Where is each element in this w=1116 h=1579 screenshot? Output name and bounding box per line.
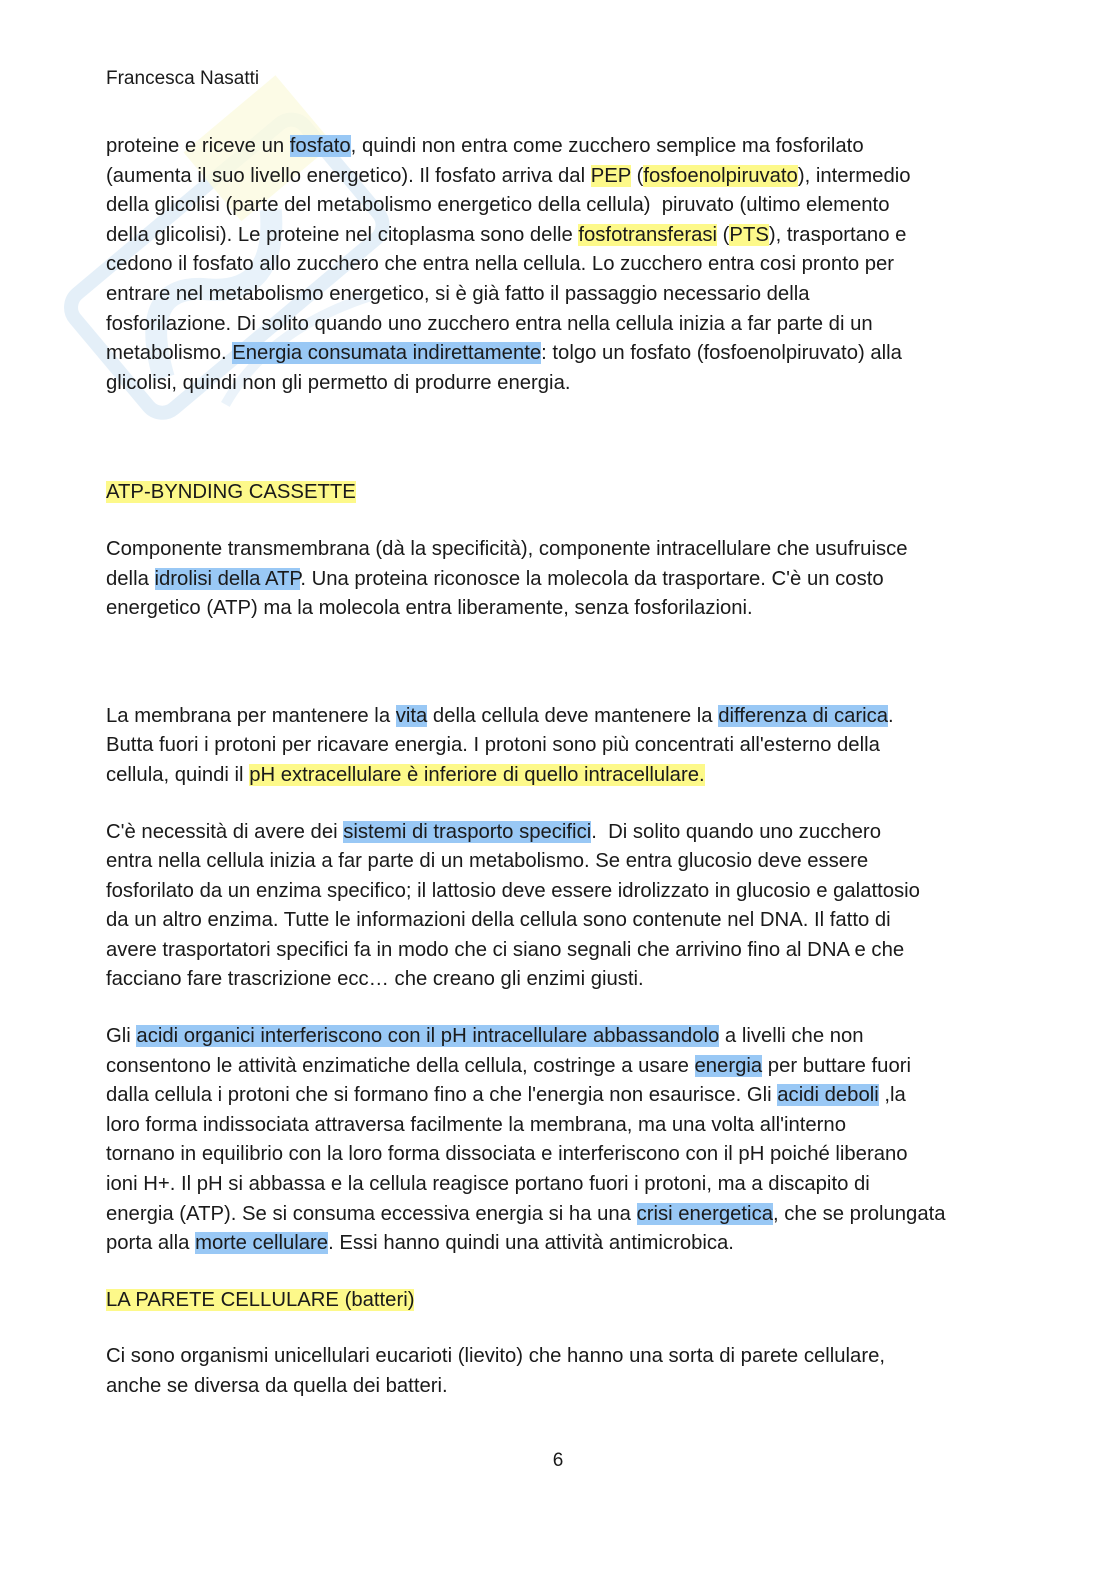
text-run: energetico (ATP) ma la molecola entra liberamente, senza fosforilazioni.	[106, 597, 753, 620]
text-run: anche se diversa da quella dei batteri.	[106, 1375, 448, 1397]
text-run: La membrana per mantenere la	[106, 704, 396, 727]
text-run: (aumenta il suo livello energetico). Il fosfato arriva dal	[106, 164, 591, 187]
text-line	[106, 731, 1006, 761]
text-run: porta alla	[106, 1232, 196, 1255]
text-run: tornano in equilibrio con la loro forma dissociata e interferiscono con il pH poiché liberano	[106, 1143, 908, 1166]
text-line	[106, 339, 1006, 369]
highlight-yellow: fosfoenolpiruvato	[643, 164, 798, 187]
highlight-blue: Energia consumata indirettamente	[232, 342, 542, 365]
text-line	[106, 535, 1006, 565]
paragraph-eukaryotes	[106, 1342, 1006, 1401]
text-run: dalla cellula i protoni che si formano fino a che l'energia non esaurisce. Gli	[106, 1084, 778, 1107]
text-line	[106, 761, 1006, 791]
text-run: ,la	[878, 1084, 906, 1107]
page-number: 6	[552, 1450, 564, 1471]
text-line	[106, 906, 1006, 936]
document-body	[106, 132, 1006, 1402]
highlight-blue: vita	[395, 704, 428, 727]
paragraph-abc-transport	[106, 535, 1006, 624]
text-run: , quindi non entra come zucchero semplice ma fosforilato	[350, 135, 864, 157]
text-line	[106, 1229, 1006, 1259]
section-heading-cell-wall	[106, 1286, 1006, 1316]
highlight-blue: acidi deboli	[777, 1084, 879, 1107]
text-run: Butta fuori i protoni per ricavare energia. I protoni sono più concentrati all'esterno della	[106, 734, 880, 757]
text-run: della glicolisi (parte del metabolismo energetico della cellula) piruvato (ultimo elemento	[106, 194, 890, 217]
text-run: (	[630, 164, 644, 187]
text-line	[106, 162, 1006, 192]
text-run: ), intermedio	[797, 164, 911, 187]
text-run: . Una proteina riconosce la molecola da trasportare. C'è un costo	[300, 567, 884, 590]
text-line	[106, 1081, 1006, 1111]
text-line	[106, 847, 1006, 877]
highlight-yellow: pH extracellulare è inferiore di quello intracellulare.	[249, 763, 705, 786]
highlight-yellow: PEP	[590, 164, 631, 187]
text-run: energia (ATP). Se si consuma eccessiva energia si ha una	[106, 1202, 637, 1225]
highlight-yellow: PTS	[729, 223, 769, 246]
text-line	[106, 132, 1006, 162]
text-run: cellula, quindi il	[106, 763, 250, 786]
text-line	[106, 965, 1006, 995]
text-run: entrare nel metabolismo energetico, si è già fatto il passaggio necessario della	[106, 282, 810, 305]
text-run: . Di solito quando uno zucchero	[591, 820, 881, 843]
text-run: della cellula deve mantenere la	[427, 704, 719, 727]
text-line	[106, 221, 1006, 251]
section-heading-atp-binding-cassette	[106, 478, 1006, 508]
text-run: della	[106, 567, 155, 590]
text-line	[106, 818, 1006, 848]
text-run: entra nella cellula inizia a far parte di un metabolismo. Se entra glucosio deve essere	[106, 850, 869, 873]
text-line	[106, 310, 1006, 340]
highlight-blue: acidi organici interferiscono con il pH intracellulare abbassandolo	[136, 1025, 720, 1048]
highlight-yellow: fosfotransferasi	[578, 223, 718, 246]
text-run: per buttare fuori	[762, 1054, 911, 1077]
text-run: cedono il fosfato allo zucchero che entra nella cellula. Lo zucchero entra cosi pronto per	[106, 253, 895, 276]
paragraph-pts	[106, 132, 1006, 398]
text-line	[106, 1111, 1006, 1141]
paragraph-organic-acids	[106, 1022, 1006, 1259]
text-run: proteine e riceve un	[106, 135, 290, 157]
text-run: consentono le attività enzimatiche della cellula, costringe a usare	[106, 1054, 695, 1077]
text-run: (	[717, 223, 730, 246]
text-run: ), trasportano e	[768, 223, 907, 246]
text-run: Gli	[106, 1025, 137, 1048]
text-run: .	[888, 704, 894, 727]
text-run: . Essi hanno quindi una attività antimicrobica.	[328, 1232, 734, 1255]
text-run: della glicolisi). Le proteine nel citoplasma sono delle	[106, 223, 579, 246]
highlight-blue: idrolisi della ATP	[154, 567, 301, 590]
text-line	[106, 877, 1006, 907]
highlight-blue: sistemi di trasporto specifici	[343, 820, 592, 843]
text-run: Componente transmembrana (dà la specificità), componente intracellulare che usufruisce	[106, 537, 908, 560]
text-run: glicolisi, quindi non gli permetto di produrre energia.	[106, 371, 571, 394]
text-line	[106, 1200, 1006, 1230]
paragraph-transport-systems	[106, 818, 1006, 996]
highlight-blue: morte cellulare	[195, 1232, 329, 1255]
text-run: facciano fare trascrizione ecc… che creano gli enzimi giusti.	[106, 968, 644, 991]
text-line	[106, 1022, 1006, 1052]
text-run: fosforilato da un enzima specifico; il lattosio deve essere idrolizzato in glucosio e galattosio	[106, 879, 920, 902]
text-run: loro forma indissociata attraversa facilmente la membrana, ma una volta all'interno	[106, 1113, 846, 1136]
text-run: : tolgo un fosfato (fosfoenolpiruvato) alla	[541, 342, 902, 365]
text-line	[106, 250, 1006, 280]
highlight-blue: crisi energetica	[636, 1202, 773, 1225]
text-run: da un altro enzima. Tutte le informazioni della cellula sono contenute nel DNA. Il fatto di	[106, 909, 891, 932]
text-run: metabolismo.	[106, 342, 233, 365]
text-line	[106, 1052, 1006, 1082]
text-line	[106, 280, 1006, 310]
page-header-author: Francesca Nasatti	[106, 68, 260, 89]
heading-highlight: ATP-BYNDING CASSETTE	[106, 481, 356, 504]
text-line	[106, 1140, 1006, 1170]
heading-highlight: LA PARETE CELLULARE (batteri)	[106, 1288, 415, 1311]
highlight-blue: differenza di carica	[718, 704, 889, 727]
text-run: ioni H+. Il pH si abbassa e la cellula reagisce portano fuori i protoni, ma a discapito di	[106, 1173, 870, 1196]
paragraph-membrane-charge	[106, 702, 1006, 791]
text-line	[106, 1170, 1006, 1200]
text-line	[106, 702, 1006, 732]
text-line	[106, 594, 1006, 624]
text-run: fosforilazione. Di solito quando uno zucchero entra nella cellula inizia a far parte di un	[106, 312, 873, 335]
text-run: avere trasportatori specifici fa in modo che ci siano segnali che arrivino fino al DNA e che	[106, 938, 905, 961]
text-run: a livelli che non	[719, 1025, 864, 1048]
text-line	[106, 369, 1006, 399]
text-run: C'è necessità di avere dei	[106, 820, 344, 843]
text-line	[106, 936, 1006, 966]
text-line	[106, 1342, 1006, 1372]
highlight-blue: energia	[694, 1054, 763, 1077]
text-run: Ci sono organismi unicellulari eucarioti (lievito) che hanno una sorta di parete cellulare,	[106, 1345, 885, 1368]
text-line	[106, 565, 1006, 595]
text-run: , che se prolungata	[773, 1202, 946, 1225]
text-line	[106, 1372, 1006, 1402]
text-line	[106, 191, 1006, 221]
highlight-blue: fosfato	[289, 135, 351, 157]
